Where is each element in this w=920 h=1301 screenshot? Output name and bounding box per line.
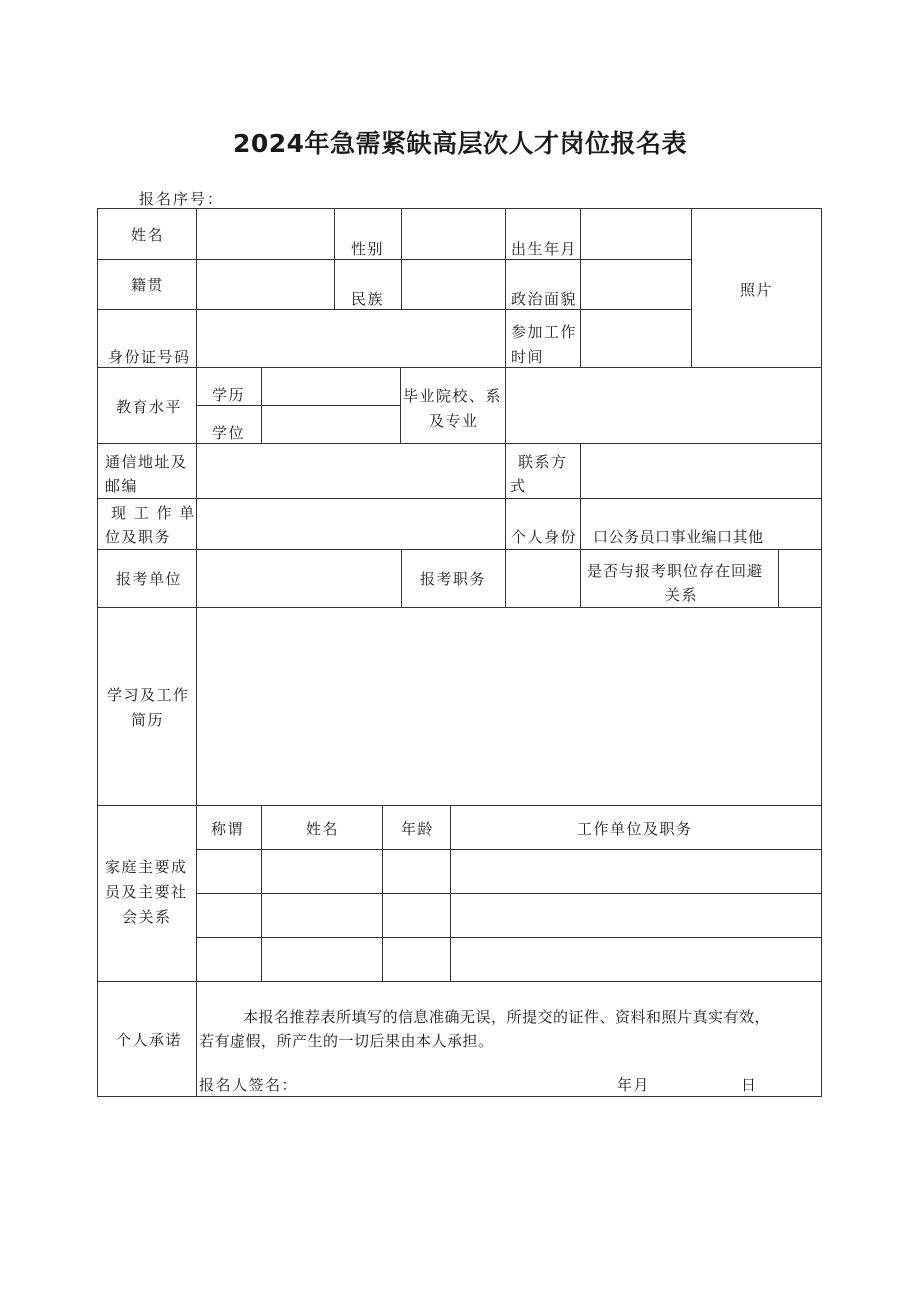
day-label: 日 [741,1076,758,1094]
gender-label: 性别 [351,240,385,258]
work-unit-label-line1: 现 工 作 单 [111,504,196,522]
degree-label-cell [196,405,262,444]
family-label-line1: 家庭主要成 [105,858,188,876]
contact-label-line1: 联系方 [518,453,568,471]
family-row-1-unit[interactable] [450,849,822,894]
family-row-3-relation[interactable] [196,937,262,982]
work-unit-input[interactable] [196,498,506,550]
family-row-3-age[interactable] [382,937,451,982]
education-label: 教育水平 [116,398,183,416]
family-row-2-unit[interactable] [450,893,822,938]
degree-input[interactable] [261,405,401,444]
apply-unit-input[interactable] [196,549,402,608]
resume-input[interactable] [196,607,822,806]
family-header-relation [196,805,262,850]
school-label-line2: 及专业 [429,412,479,430]
avoidance-label-cell [580,549,779,608]
family-row-1-relation[interactable] [196,849,262,894]
photo-label: 照片 [740,281,774,299]
school-label-cell [400,367,506,444]
family-row-3-name[interactable] [261,937,383,982]
family-row-2-name[interactable] [261,893,383,938]
work-start-label-line1: 参加工作 [511,323,578,341]
education-label-cell [97,367,197,444]
family-header-name-label: 姓名 [306,820,340,838]
contact-label-line2: 式 [510,477,527,495]
pledge-text-line1: 本报名推荐表所填写的信息准确无误，所提交的证件、资料和照片真实有效， [243,1008,771,1026]
birth-label: 出生年月 [511,240,578,258]
birth-label-cell [505,208,581,260]
school-input[interactable] [505,367,822,444]
name-label: 姓名 [131,226,165,244]
family-header-name [261,805,383,850]
pledge-text-line2: 若有虚假，所产生的一切后果由本人承担。 [199,1032,494,1050]
family-row-2-relation[interactable] [196,893,262,938]
identity-options-cell[interactable] [580,498,822,550]
work-start-label-cell [505,309,581,368]
id-number-label: 身份证号码 [108,348,191,366]
resume-label-line2: 简历 [131,711,165,729]
registration-form [97,208,822,1097]
avoidance-label-line2: 关系 [665,586,699,604]
address-label-line2: 邮编 [105,477,139,495]
year-month-label: 年月 [617,1076,651,1094]
degree-label: 学位 [212,424,246,442]
contact-label-cell [505,443,581,499]
apply-position-input[interactable] [505,549,581,608]
native-place-input[interactable] [196,259,335,310]
political-status-input[interactable] [580,259,692,310]
resume-label-cell [97,607,197,806]
family-header-relation-label: 称谓 [211,820,245,838]
political-status-label-cell [505,259,581,310]
work-start-input[interactable] [580,309,692,368]
family-label-line2: 员及主要社 [105,883,188,901]
identity-label: 个人身份 [511,528,578,546]
education-level-input[interactable] [261,367,401,406]
native-place-label-cell [97,259,197,310]
identity-options[interactable]: 口公务员口事业编口其他 [593,528,764,546]
name-input[interactable] [196,208,335,260]
id-number-label-cell [97,309,197,368]
education-level-label: 学历 [212,386,246,404]
family-label-cell [97,805,197,982]
gender-input[interactable] [401,208,506,260]
signature-label: 报名人签名： [199,1076,299,1094]
work-unit-label-cell [97,498,197,550]
pledge-content-cell [196,981,822,1097]
family-row-1-name[interactable] [261,849,383,894]
ethnicity-label: 民族 [351,290,385,308]
family-row-1-age[interactable] [382,849,451,894]
political-status-label: 政治面貌 [511,290,578,308]
photo-box[interactable] [691,208,822,368]
name-label-cell [97,208,197,260]
school-label-line1: 毕业院校、系 [403,387,503,405]
family-header-unit-label: 工作单位及职务 [577,820,693,838]
family-header-unit [450,805,822,850]
work-unit-label-line2: 位及职务 [105,528,172,546]
address-label-cell [97,443,197,499]
address-input[interactable] [196,443,506,499]
family-label-line3: 会关系 [122,908,172,926]
avoidance-label-line1: 是否与报考职位存在回避 [587,562,764,580]
contact-input[interactable] [580,443,822,499]
id-number-input[interactable] [196,309,506,368]
work-start-label-line2: 时间 [511,348,545,366]
apply-unit-label-cell [97,549,197,608]
identity-label-cell [505,498,581,550]
family-header-age-label: 年龄 [401,820,435,838]
family-header-age [382,805,451,850]
apply-position-label: 报考职务 [420,570,487,588]
family-row-2-age[interactable] [382,893,451,938]
education-level-label-cell [196,367,262,406]
serial-number-label: 报名序号： [139,190,225,208]
gender-label-cell [334,208,402,260]
ethnicity-label-cell [334,259,402,310]
family-row-3-unit[interactable] [450,937,822,982]
resume-label-line1: 学习及工作 [107,686,190,704]
pledge-label: 个人承诺 [116,1031,183,1049]
pledge-label-cell [97,981,197,1097]
birth-input[interactable] [580,208,692,260]
apply-position-label-cell [401,549,506,608]
ethnicity-input[interactable] [401,259,506,310]
page-title: 2024年急需紧缺高层次人才岗位报名表 [232,129,688,158]
address-label-line1: 通信地址及 [105,453,188,471]
apply-unit-label: 报考单位 [116,570,183,588]
avoidance-input[interactable] [778,549,822,608]
native-place-label: 籍贯 [131,276,165,294]
